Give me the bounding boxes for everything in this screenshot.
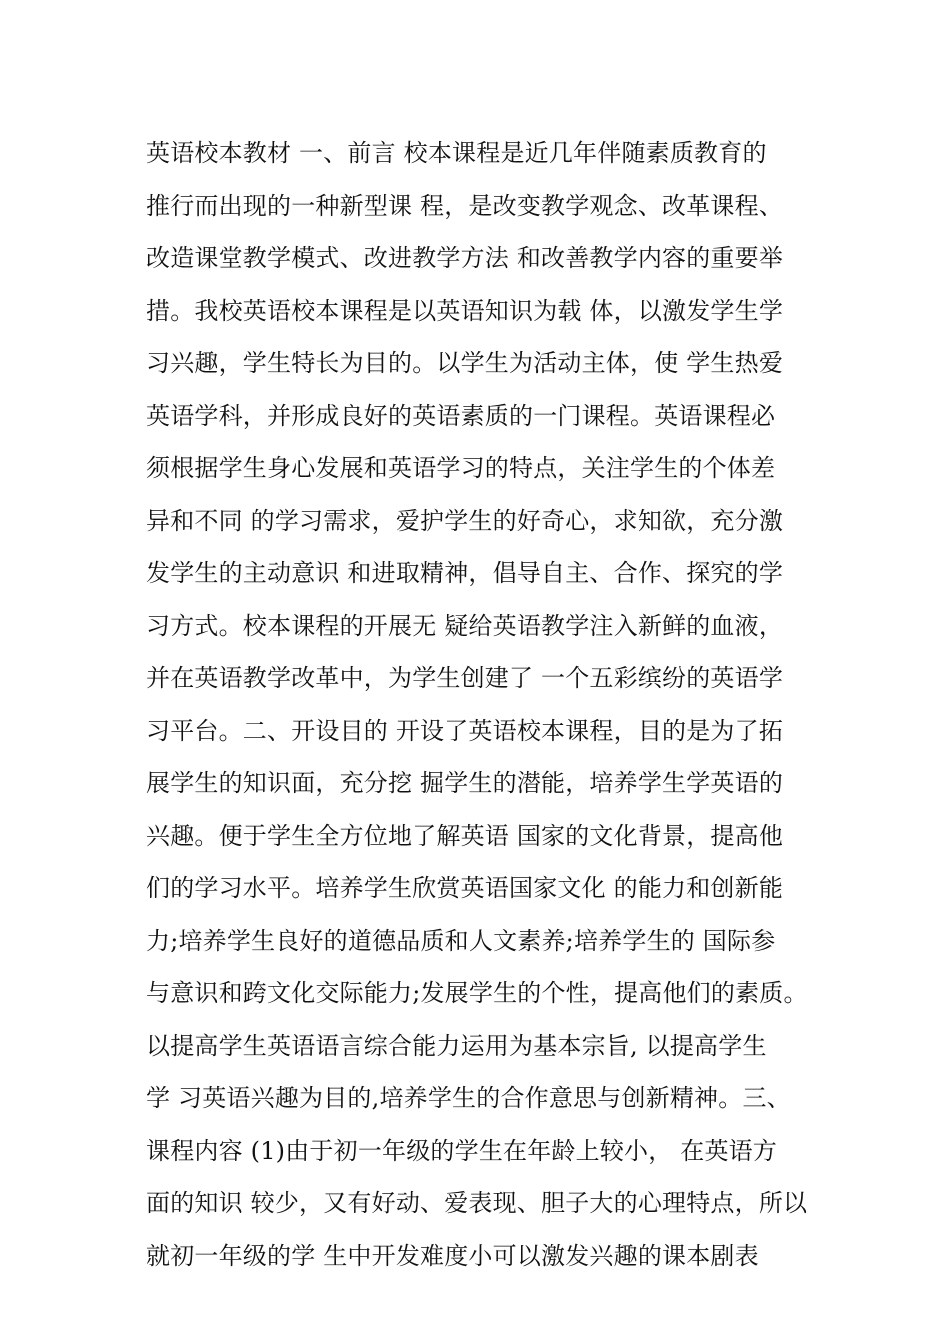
text-line-17: 与意识和跨文化交际能力;发展学生的个性，提高他们的素质。	[146, 979, 808, 1007]
text-line-11: 并在英语教学改革中，为学生创建了 一个五彩缤纷的英语学	[146, 664, 784, 692]
text-line-14: 兴趣。便于学生全方位地了解英语 国家的文化背景，提高他	[146, 821, 784, 850]
text-line-5: 习兴趣，学生特长为目的。以学生为活动主体，使 学生热爱	[146, 349, 784, 377]
text-line-12: 习平台。二、开设目的 开设了英语校本课程，目的是为了拓	[146, 716, 784, 745]
text-line-20: 课程内容 (1)由于初一年级的学生在年龄上较小， 在英语方	[146, 1136, 778, 1165]
text-line-10: 习方式。校本课程的开展无 疑给英语教学注入新鲜的血液，	[146, 611, 784, 640]
text-line-2: 推行而出现的一种新型课 程，是改变教学观念、改革课程、	[146, 191, 784, 220]
text-line-16: 力;培养学生良好的道德品质和人文素养;培养学生的 国际参	[146, 926, 776, 955]
text-line-1: 英语校本教材 一、前言 校本课程是近几年伴随素质教育的	[146, 139, 767, 167]
text-line-6: 英语学科，并形成良好的英语素质的一门课程。英语课程必	[146, 401, 776, 430]
text-line-22: 就初一年级的学 生中开发难度小可以激发兴趣的课本剧表	[146, 1241, 759, 1270]
text-line-18: 以提高学生英语语言综合能力运用为基本宗旨, 以提高学生	[146, 1031, 767, 1060]
text-line-19: 学 习英语兴趣为目的,培养学生的合作意思与创新精神。三、	[146, 1084, 791, 1112]
text-line-8: 异和不同 的学习需求，爱护学生的好奇心，求知欲，充分激	[146, 506, 784, 535]
text-line-9: 发学生的主动意识 和进取精神，倡导自主、合作、探究的学	[146, 559, 784, 587]
text-line-21: 面的知识 较少，又有好动、爱表现、胆子大的心理特点，所以	[146, 1189, 808, 1217]
text-line-13: 展学生的知识面，充分挖 掘学生的潜能，培养学生学英语的	[146, 769, 784, 797]
text-line-15: 们的学习水平。培养学生欣赏英语国家文化 的能力和创新能	[146, 874, 784, 902]
text-line-7: 须根据学生身心发展和英语学习的特点，关注学生的个体差	[146, 454, 776, 482]
body-text	[146, 127, 826, 1282]
text-line-3: 改造课堂教学模式、改进教学方法 和改善教学内容的重要举	[146, 244, 784, 272]
text-line-4: 措。我校英语校本课程是以英语知识为载 体，以激发学生学	[146, 296, 784, 325]
